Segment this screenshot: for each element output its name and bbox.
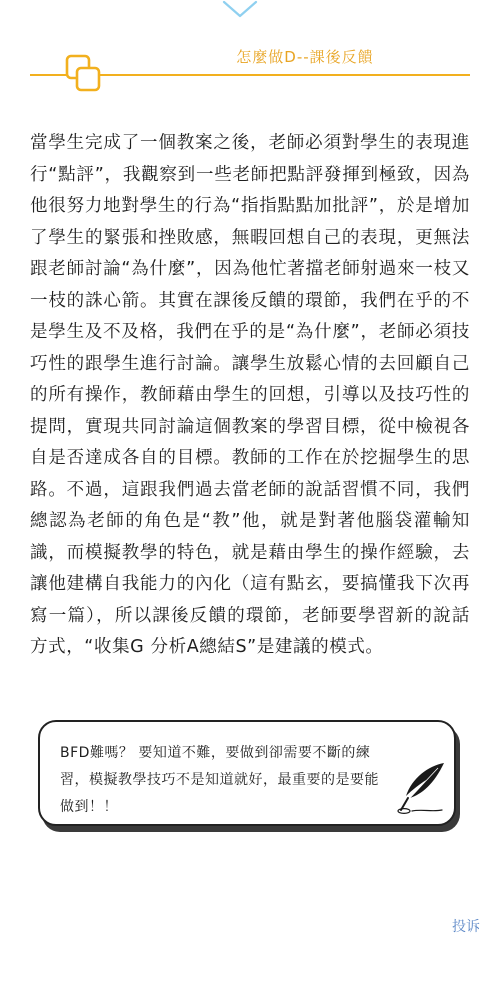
quill-pen-icon: [392, 760, 448, 818]
chevron-down-icon: [218, 0, 262, 20]
callout-text: BFD難嗎？ 要知道不難，要做到卻需要不斷的練習，模擬教學技巧不是知道就好，最重要的是要能做到！！: [60, 745, 379, 815]
report-link[interactable]: 投诉: [452, 919, 480, 935]
section-title: 怎麼做D--課後反饋: [236, 48, 374, 66]
article-paragraph: 當學生完成了一個教案之後，老師必須對學生的表現進行“點評”，我觀察到一些老師把點評發揮到極致，因為他很努力地對學生的行為“指指點點加批評”，於是增加了學生的緊張和挫敗感，無暇回想自己的表現，更無法跟老師討論“為什麼”，因為他忙著擋老師射過來一枝又一枝的誅心箭。其實在課後反饋的環節，我們在乎的不是學生及不及格，我們在乎的是“為什麼”，老師必須技巧性的跟學生進行討論。讓學生放鬆心情的去回顧自己的所有操作，教師藉由學生的回想，引導以及技巧性的提問，實現共同討論這個教案的學習目標，從中檢視各自是否達成各自的目標。教師的工作在於挖掘學生的思路。不過，這跟我們過去當老師的說話習慣不同，我們總認為老師的角色是“教”他，就是對著他腦袋灌輸知識，而模擬教學的特色，就是藉由學生的操作經驗，去讓他建構自我能力的內化（這有點玄，要搞懂我下次再寫一篇），所以課後反饋的環節，老師要學習新的說話方式，“收集G 分析A總結S”是建議的模式。: [30, 133, 470, 657]
overlapping-squares-icon: [64, 52, 104, 94]
